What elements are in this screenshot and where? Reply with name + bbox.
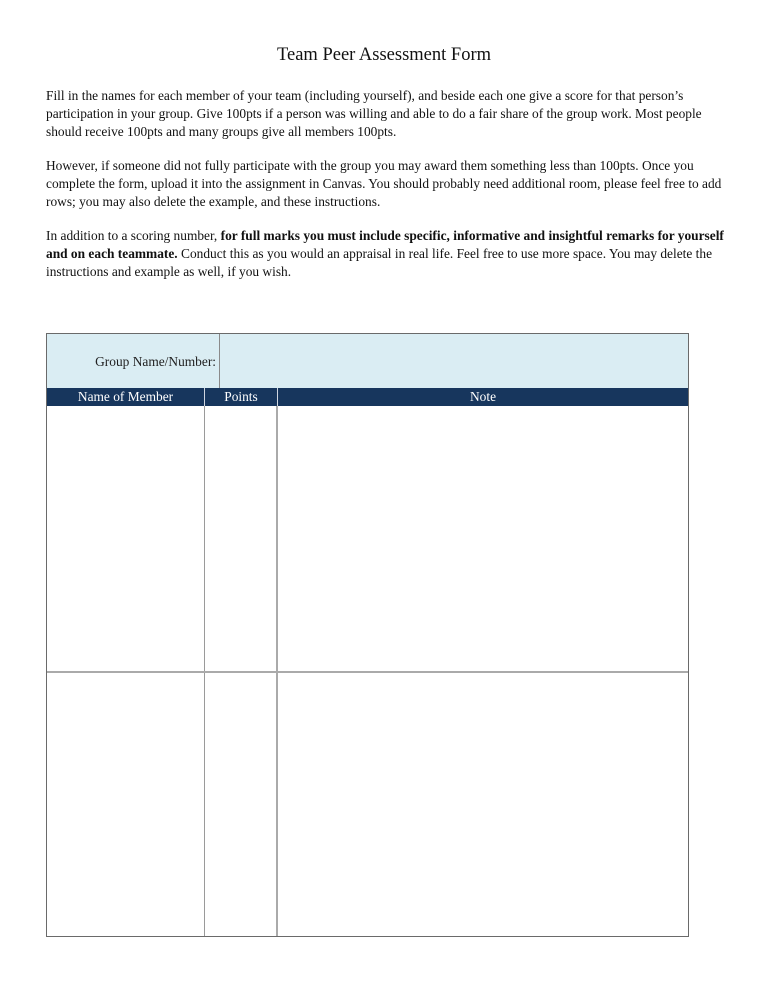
instructions-paragraph-3 (46, 227, 736, 282)
column-header-name: Name of Member (47, 388, 205, 406)
table-row (47, 406, 688, 673)
page-title: Team Peer Assessment Form (277, 45, 491, 65)
points-cell[interactable] (205, 673, 278, 936)
table-row (47, 673, 688, 936)
points-cell[interactable] (205, 406, 278, 671)
instructions-text: In addition to a scoring number, (46, 228, 221, 243)
note-cell[interactable] (278, 406, 688, 671)
instructions-paragraph-1: Fill in the names for each member of your team (including yourself), and beside each one give a score for that person’s participation in your group. Give 100pts if a person was willing and able to do a fair share of the group work. Most people should receive 100pts and many groups give all members 100pts. (46, 88, 702, 140)
instructions-paragraph-2: However, if someone did not fully participate with the group you may award them something less than 100pts. Once you complete the form, upload it into the assignment in Canvas. You should probably need additional room, please feel free to add rows; you may also delete the example, and these instructions. (46, 158, 722, 210)
peer-assessment-table (46, 333, 689, 937)
note-cell[interactable] (278, 673, 688, 936)
member-name-cell[interactable] (47, 673, 205, 936)
column-header-points: Points (205, 388, 278, 406)
group-name-field[interactable] (220, 334, 688, 388)
column-header-note: Note (469, 389, 497, 404)
member-name-cell[interactable] (47, 406, 205, 671)
group-name-label: Group Name/Number: (47, 334, 220, 388)
instructions-text: Conduct this as you would an appraisal in real life. Feel free to use more space. You may delete the instructions and example as well, if you wish. (46, 246, 713, 280)
table-header (47, 388, 688, 406)
instructions-emphasis: for full marks you must include specific, informative and insightful remarks for yourself and on each teammate. (46, 228, 724, 262)
group-row (47, 334, 688, 388)
